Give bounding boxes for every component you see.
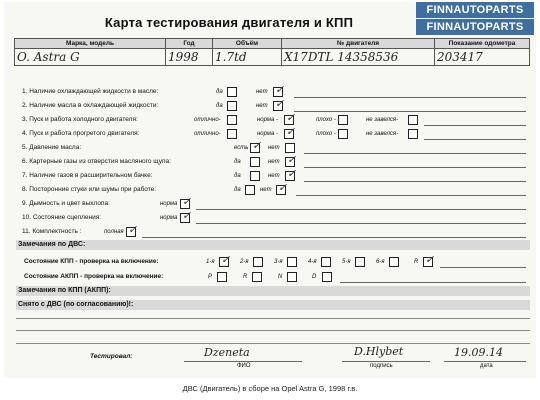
value-year: 1998 bbox=[166, 49, 213, 66]
gear-label: 1-я bbox=[206, 259, 215, 265]
checkbox[interactable] bbox=[250, 157, 260, 167]
checkbox[interactable] bbox=[245, 185, 255, 195]
checkmark-icon: ✓ bbox=[425, 254, 435, 266]
opt-label: полная bbox=[104, 229, 124, 235]
checkbox[interactable] bbox=[276, 182, 288, 195]
signature-label: подпись bbox=[370, 363, 393, 369]
opt-label: нет bbox=[260, 187, 272, 193]
checkbox[interactable] bbox=[227, 101, 237, 111]
date-label: дата bbox=[480, 363, 493, 369]
checkbox[interactable] bbox=[285, 168, 297, 181]
engine-remarks-heading: Замечания по ДВС: bbox=[16, 240, 530, 250]
opt-label: не завелся- bbox=[366, 117, 399, 123]
checkbox[interactable] bbox=[287, 257, 297, 267]
col-odometer: Показание одометра bbox=[435, 39, 530, 49]
checkbox[interactable] bbox=[408, 115, 418, 125]
checkbox[interactable] bbox=[250, 171, 260, 181]
checkmark-icon: ✓ bbox=[252, 140, 262, 152]
checkmark-icon: ✓ bbox=[221, 254, 231, 266]
value-make-model: O. Astra G bbox=[15, 49, 166, 66]
date-line bbox=[444, 361, 526, 362]
checkmark-icon: ✓ bbox=[278, 182, 288, 194]
checkbox[interactable] bbox=[180, 210, 192, 223]
opt-label: нет bbox=[268, 159, 280, 165]
remark-line bbox=[142, 237, 526, 238]
value-odometer: 203417 bbox=[435, 49, 530, 66]
remark-line bbox=[294, 97, 526, 98]
checkmark-icon: ✓ bbox=[286, 126, 296, 138]
checkmark-icon: ✓ bbox=[286, 112, 296, 124]
checkmark-icon: ✓ bbox=[182, 210, 192, 222]
signature-line bbox=[342, 361, 430, 362]
checkbox[interactable] bbox=[227, 115, 237, 125]
removed-heading: Снято с ДВС (по согласованию)!: bbox=[16, 300, 530, 310]
opt-label: плохо - bbox=[316, 117, 336, 123]
card-title: Карта тестирования двигателя и КПП bbox=[104, 15, 354, 30]
item-row: 9. Дымность и цвет выхлопа: bbox=[22, 200, 110, 207]
watermark-banner: FINNAUTOPARTS bbox=[416, 2, 534, 18]
gear-label: 6-я bbox=[376, 259, 385, 265]
opt-label: да bbox=[234, 159, 241, 165]
opt-label: да bbox=[234, 173, 241, 179]
col-make-model: Марка, модель bbox=[15, 39, 166, 49]
checkmark-icon: ✓ bbox=[275, 98, 285, 110]
divider bbox=[16, 318, 530, 319]
checkbox[interactable] bbox=[322, 272, 332, 282]
divider bbox=[16, 343, 530, 344]
remark-line bbox=[424, 139, 526, 140]
checkbox[interactable] bbox=[423, 254, 435, 267]
opt-label: да bbox=[216, 103, 223, 109]
checkbox[interactable] bbox=[338, 115, 348, 125]
checkbox[interactable] bbox=[253, 257, 263, 267]
checkbox[interactable] bbox=[338, 129, 348, 139]
image-caption: ДВС (Двигатель) в сборе на Opel Astra G, 1998 г.в. bbox=[182, 384, 358, 393]
col-year: Год bbox=[166, 39, 213, 49]
checkbox[interactable] bbox=[389, 257, 399, 267]
engine-test-card bbox=[4, 2, 536, 378]
opt-label: нет bbox=[256, 89, 268, 95]
item-row: 10. Состояние сцепления: bbox=[22, 214, 102, 221]
value-engine-number: X17DTL 14358536 bbox=[282, 49, 435, 66]
akpp-check-label: Состояние АКПП - проверка на включение: bbox=[24, 273, 164, 280]
item-row: 6. Картерные газы из отверстия масляного щупа: bbox=[22, 158, 171, 165]
signature: D.Hlybet bbox=[354, 345, 404, 358]
checkmark-icon: ✓ bbox=[182, 196, 192, 208]
opt-label: да bbox=[234, 187, 241, 193]
gear-label: P bbox=[208, 274, 213, 280]
gear-label: D bbox=[312, 274, 317, 280]
checkbox[interactable] bbox=[126, 224, 138, 237]
kpp-remarks-heading: Замечания по КПП (АКПП): bbox=[16, 286, 530, 296]
checkbox[interactable] bbox=[227, 129, 237, 139]
item-row: 11. Комплектность : bbox=[22, 228, 82, 235]
kpp-check-label: Состояние КПП - проверка на включение: bbox=[24, 258, 159, 265]
name-line bbox=[184, 361, 302, 362]
value-volume: 1.7td bbox=[213, 49, 282, 66]
checkbox[interactable] bbox=[284, 126, 296, 139]
remark-line bbox=[196, 209, 526, 210]
opt-label: нет bbox=[256, 103, 268, 109]
gear-label: N bbox=[278, 274, 283, 280]
opt-label: отлично- bbox=[194, 117, 221, 123]
opt-label: норма - bbox=[257, 131, 279, 137]
opt-label: не завелся- bbox=[366, 131, 399, 137]
opt-label: плохо - bbox=[316, 131, 336, 137]
opt-label: норма bbox=[160, 201, 178, 207]
checkbox[interactable] bbox=[273, 98, 285, 111]
col-engine-number: № двигателя bbox=[282, 39, 435, 49]
opt-label: норма - bbox=[257, 117, 279, 123]
gear-label: 3-я bbox=[274, 259, 283, 265]
fio-label: ФИО bbox=[237, 363, 251, 369]
checkbox[interactable] bbox=[285, 143, 295, 153]
gear-label: 5-я bbox=[342, 259, 351, 265]
opt-label: нет bbox=[268, 145, 280, 151]
opt-label: да bbox=[216, 89, 223, 95]
item-row: 1. Наличие охлаждающей жидкости в масле: bbox=[22, 88, 159, 95]
remark-line bbox=[424, 125, 526, 126]
remark-line bbox=[304, 153, 526, 154]
remark-line bbox=[304, 181, 526, 182]
checkbox[interactable] bbox=[273, 84, 285, 97]
checkmark-icon: ✓ bbox=[275, 84, 285, 96]
item-row: 2. Наличие масла в охлаждающей жидкости: bbox=[22, 102, 159, 109]
item-row: 3. Пуск и работа холодного двигателя: bbox=[22, 116, 138, 123]
item-row: 7. Наличие газов в расширительном бачке: bbox=[22, 172, 153, 179]
gear-label: R bbox=[414, 259, 419, 265]
checkbox[interactable] bbox=[180, 196, 192, 209]
test-date: 19.09.14 bbox=[454, 346, 503, 359]
checkmark-icon: ✓ bbox=[287, 168, 297, 180]
checkbox[interactable] bbox=[287, 272, 297, 282]
gear-label: 2-я bbox=[240, 259, 249, 265]
checkbox[interactable] bbox=[285, 154, 297, 167]
opt-label: норма bbox=[160, 215, 178, 221]
tested-label: Тестировал: bbox=[90, 353, 133, 360]
checkbox[interactable] bbox=[227, 87, 237, 97]
item-row: 5. Давление масла: bbox=[22, 144, 82, 151]
remark-line bbox=[304, 167, 526, 168]
col-volume: Объём bbox=[213, 39, 282, 49]
remark-line bbox=[440, 267, 526, 268]
opt-label: отлично- bbox=[194, 131, 221, 137]
checkbox[interactable] bbox=[250, 140, 262, 153]
checkbox[interactable] bbox=[321, 257, 331, 267]
opt-label: есть bbox=[234, 145, 249, 151]
item-row: 4. Пуск и работа прогретого двигателя: bbox=[22, 130, 140, 137]
vehicle-info-table bbox=[14, 38, 530, 66]
remark-line bbox=[294, 111, 526, 112]
checkbox[interactable] bbox=[217, 272, 227, 282]
checkbox[interactable] bbox=[408, 129, 418, 139]
checkmark-icon: ✓ bbox=[128, 224, 138, 236]
remark-line bbox=[340, 282, 526, 283]
gear-label: R bbox=[243, 274, 248, 280]
gear-label: 4-я bbox=[308, 259, 317, 265]
checkbox[interactable] bbox=[284, 112, 296, 125]
checkbox[interactable] bbox=[219, 254, 231, 267]
remark-line bbox=[196, 223, 526, 224]
checkbox[interactable] bbox=[252, 272, 262, 282]
watermark-banner: FINNAUTOPARTS bbox=[416, 19, 534, 35]
checkmark-icon: ✓ bbox=[287, 154, 297, 166]
item-row: 8. Посторонние стуки или шумы при работе: bbox=[22, 186, 157, 193]
opt-label: нет bbox=[268, 173, 280, 179]
tester-name: Dzeneta bbox=[204, 346, 250, 359]
remark-line bbox=[296, 195, 526, 196]
checkbox[interactable] bbox=[355, 257, 365, 267]
divider bbox=[16, 330, 530, 331]
